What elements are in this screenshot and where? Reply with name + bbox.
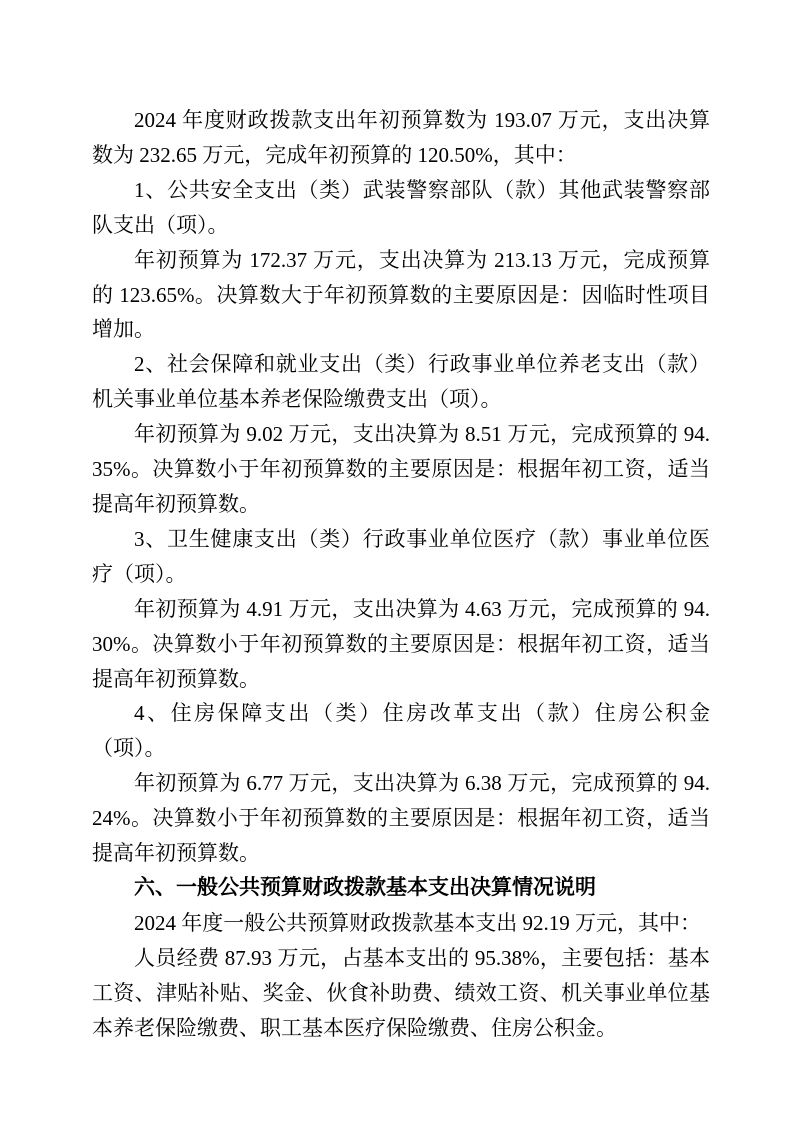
para-item-1-public-security-detail: 年初预算为 172.37 万元，支出决算为 213.13 万元，完成预算的 123.65%。决算数大于年初预算数的主要原因是：因临时性项目增加。 [92, 247, 710, 342]
para-item-2-social-security-title: 2、社会保障和就业支出（类）行政事业单位养老支出（款）机关事业单位基本养老保险缴费支出（项）。 [92, 352, 710, 412]
para-item-1-public-security-title: 1、公共安全支出（类）武装警察部队（款）其他武装警察部队支出（项）。 [92, 177, 710, 237]
document-content [92, 103, 710, 1045]
para-fiscal-expenditure-overview: 2024 年度财政拨款支出年初预算数为 193.07 万元，支出决算数为 232.65 万元，完成年初预算的 120.50%，其中： [92, 108, 710, 167]
para-item-3-health-title: 3、卫生健康支出（类）行政事业单位医疗（款）事业单位医疗（项）。 [92, 526, 710, 586]
para-basic-expenditure-overview: 2024 年度一般公共预算财政拨款基本支出 92.19 万元，其中： [134, 910, 701, 935]
para-item-2-social-security-detail: 年初预算为 9.02 万元，支出决算为 8.51 万元，完成预算的 94.35%。决算数小于年初预算数的主要原因是：根据年初工资，适当提高年初预算数。 [92, 422, 710, 516]
para-item-3-health-detail: 年初预算为 4.91 万元，支出决算为 4.63 万元，完成预算的 94.30%。决算数小于年初预算数的主要原因是：根据年初工资，适当提高年初预算数。 [92, 596, 710, 691]
heading-section-six: 六、一般公共预算财政拨款基本支出决算情况说明 [134, 875, 596, 899]
para-personnel-expense-detail: 人员经费 87.93 万元，占基本支出的 95.38%，主要包括：基本工资、津贴补贴、奖金、伙食补助费、绩效工资、机关事业单位基本养老保险缴费、职工基本医疗保险缴费、住房公积金。 [92, 945, 710, 1040]
para-item-4-housing-detail: 年初预算为 6.77 万元，支出决算为 6.38 万元，完成预算的 94.24%。决算数小于年初预算数的主要原因是：根据年初工资，适当提高年初预算数。 [92, 771, 710, 866]
para-item-4-housing-title: 4、住房保障支出（类）住房改革支出（款）住房公积金（项）。 [92, 701, 710, 761]
